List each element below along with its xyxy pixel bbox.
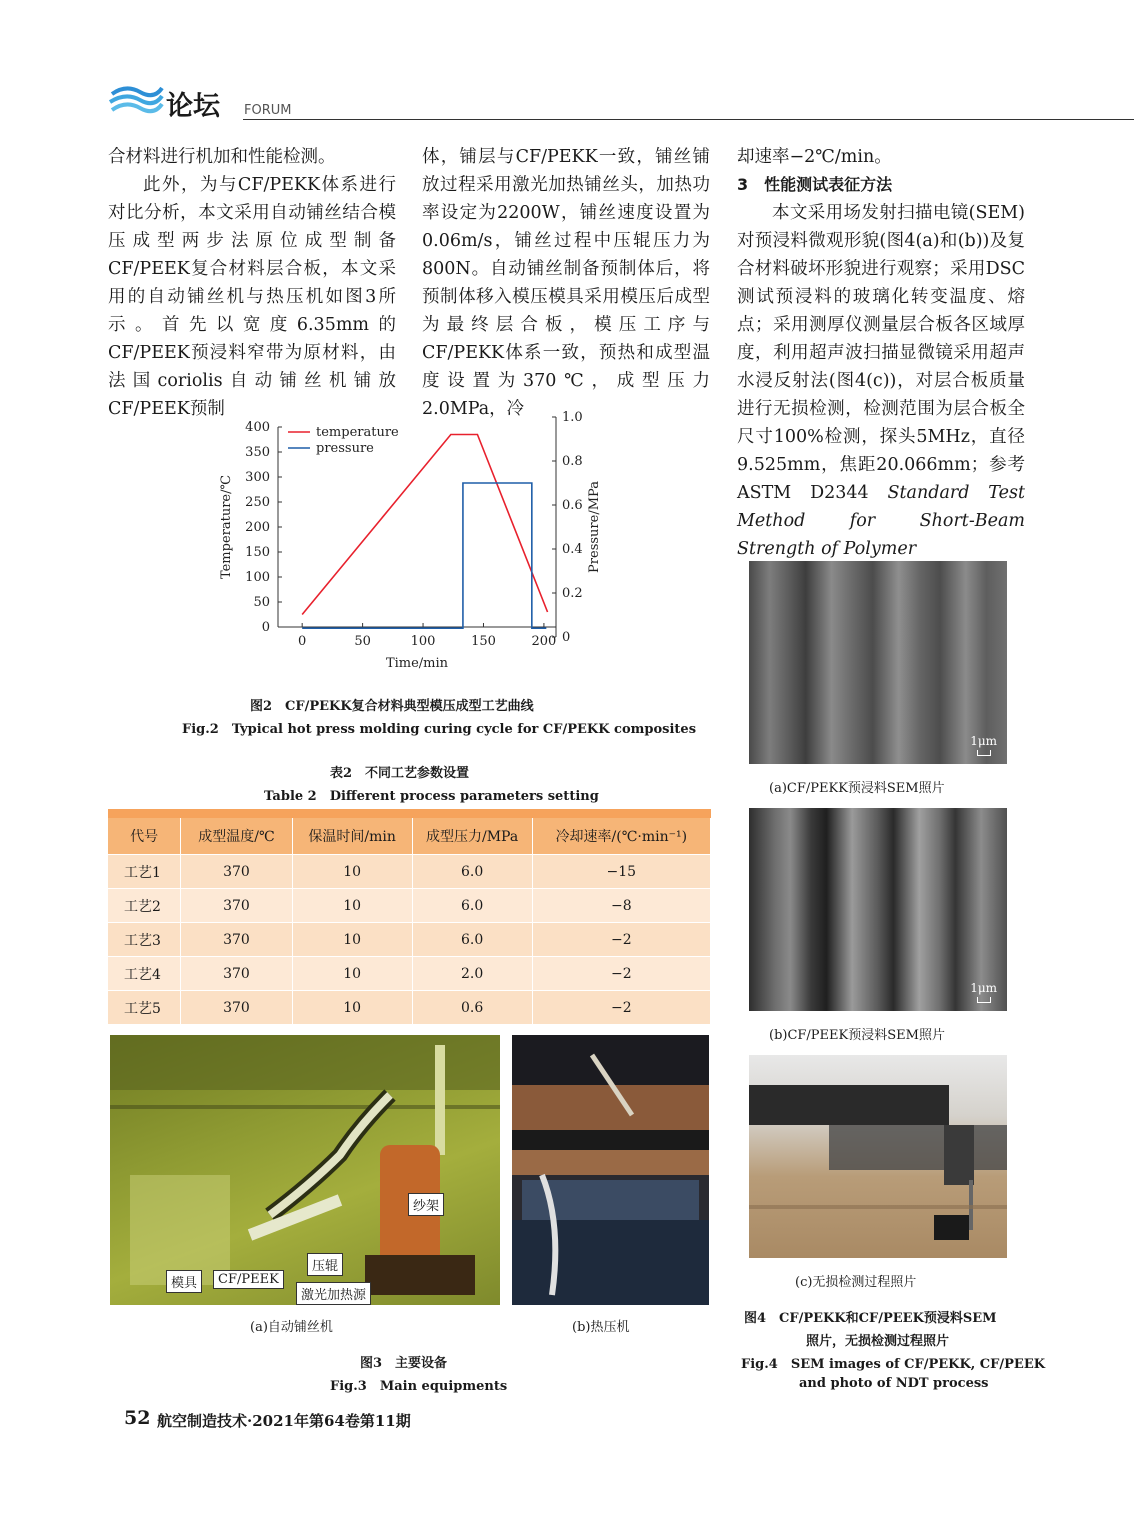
y-axis-label: Temperature/℃	[219, 474, 234, 580]
body-column-3	[737, 143, 1025, 563]
table-row	[108, 957, 711, 991]
wave-logo-icon	[108, 80, 164, 120]
paragraph: 体，铺层与CF/PEKK一致，铺丝铺放过程采用激光加热铺丝头，加热功率设定为2200W，铺丝速度设置为0.06m/s，铺丝过程中压辊压力为800N。自动铺丝制备预制体后，将预制体移入模压模具采用模压后成型为最终层合板，模压工序与CF/PEKK体系一致，预热和成型温度设置为370℃，成型压力2.0MPa，冷	[422, 147, 710, 419]
sem-cf-peek-photo	[749, 808, 1007, 1011]
table-cell: 370	[181, 889, 292, 923]
fig4-caption-cn-1: 图4 CF/PEKK和CF/PEEK预浸料SEM	[744, 1311, 997, 1326]
process-parameters-table	[108, 818, 711, 1024]
table-cell: 2.0	[412, 957, 532, 991]
journal-info: 航空制造技术·2021年第64卷第11期	[157, 1412, 411, 1430]
y-tick-label: 50	[253, 595, 270, 610]
paragraph	[737, 199, 1025, 563]
table2-caption-en: Table 2 Different process parameters setting	[264, 789, 599, 804]
table-row	[108, 991, 711, 1025]
table-header-cell: 保温时间/min	[292, 818, 412, 855]
table-header-cell: 成型压力/MPa	[412, 818, 532, 855]
table-header-cell: 代号	[108, 818, 181, 855]
table-row	[108, 855, 711, 889]
table-row	[108, 923, 711, 957]
table-cell: 工艺2	[108, 889, 181, 923]
legend-label-temperature: temperature	[316, 425, 399, 440]
fig2-caption-en: Fig.2 Typical hot press molding curing cycle for CF/PEKK composites	[182, 722, 697, 737]
table-cell: 0.6	[412, 991, 532, 1025]
y-tick-label: 150	[245, 545, 270, 560]
y-tick-label: 250	[245, 495, 270, 510]
y2-tick-label: 0.2	[562, 586, 583, 601]
sem-cf-pekk-photo	[749, 561, 1007, 764]
legend-label-pressure: pressure	[316, 441, 374, 456]
y2-axis-label: Pressure/MPa	[587, 481, 602, 573]
fig3-caption-en: Fig.3 Main equipments	[330, 1379, 508, 1394]
fig3-sub-b: (b)热压机	[572, 1320, 630, 1335]
table-cell: 工艺3	[108, 923, 181, 957]
header-logo	[108, 80, 164, 120]
y-tick-label: 200	[245, 520, 270, 535]
ndt-scanner-illustration	[749, 1055, 1007, 1258]
table-cell: 370	[181, 923, 292, 957]
table-header-row	[108, 818, 711, 855]
table2-caption-cn: 表2 不同工艺参数设置	[330, 766, 470, 781]
header-rule	[243, 119, 1134, 120]
fiber-placement-machine-photo	[110, 1035, 500, 1305]
paragraph: 合材料进行机加和性能检测。	[108, 147, 336, 167]
x-tick-label: 200	[531, 634, 557, 649]
scale-bar-label: 1μm	[970, 981, 997, 995]
scale-bar	[977, 750, 991, 756]
y-tick-label: 100	[245, 570, 270, 585]
hot-press-illustration	[512, 1035, 709, 1305]
table-cell: 工艺4	[108, 957, 181, 991]
ndt-process-photo	[749, 1055, 1007, 1258]
x-tick-label: 50	[354, 634, 371, 649]
table-cell: 10	[292, 923, 412, 957]
table-cell: 工艺1	[108, 855, 181, 889]
page-number: 52	[124, 1407, 151, 1429]
fig4-sub-b: (b)CF/PEEK预浸料SEM照片	[769, 1028, 945, 1043]
table-cell: 10	[292, 957, 412, 991]
header-section-en: FORUM	[244, 103, 292, 118]
fig4-caption-en-2: and photo of NDT process	[799, 1376, 989, 1391]
table-cell: 10	[292, 855, 412, 889]
table-cell: −15	[532, 855, 710, 889]
table-cell: 6.0	[412, 855, 532, 889]
robot-arm-illustration	[110, 1035, 500, 1305]
series-line-pressure	[302, 483, 546, 628]
body-column-2	[422, 143, 710, 423]
fig3-sub-a: (a)自动铺丝机	[250, 1320, 333, 1335]
label-creel: 纱架	[408, 1193, 444, 1216]
table-cell: 10	[292, 991, 412, 1025]
fig4-sub-c: (c)无损检测过程照片	[795, 1275, 917, 1290]
hot-press-photo	[512, 1035, 709, 1305]
table-cell: 6.0	[412, 889, 532, 923]
y2-tick-label: 0.4	[562, 542, 583, 557]
table-top-rule	[108, 809, 711, 818]
table-cell: 6.0	[412, 923, 532, 957]
table-cell: 370	[181, 991, 292, 1025]
y-tick-label: 300	[245, 470, 270, 485]
fig4-sub-a: (a)CF/PEKK预浸料SEM照片	[769, 781, 945, 796]
table-cell: 370	[181, 957, 292, 991]
y-tick-label: 0	[261, 620, 270, 635]
scale-bar	[977, 997, 991, 1003]
paragraph-text: 本文采用场发射扫描电镜(SEM)对预浸料微观形貌(图4(a)和(b))及复合材料破坏形貌进行观察；采用DSC测试预浸料的玻璃化转变温度、熔点；采用测厚仪测量层合板各区域厚度，利用超声波扫描显微镜采用超声水浸反射法(图4(c))，对层合板质量进行无损检测，检测范围为层合板全尺寸100%检测，探头5MHz，直径9.525mm，焦距20.066mm；参考ASTM D2344	[737, 203, 1025, 503]
y-tick-label: 350	[245, 445, 270, 460]
standard-title: Standard Test Method for Short-Beam Strength of Polymer	[737, 483, 1025, 559]
y-tick-label: 400	[245, 420, 270, 435]
table-cell: 370	[181, 855, 292, 889]
label-cfpeek: CF/PEEK	[213, 1270, 284, 1289]
x-tick-label: 100	[410, 634, 436, 649]
y2-tick-label: 0.6	[562, 498, 583, 513]
table-cell: −8	[532, 889, 710, 923]
paragraph: 却速率−2℃/min。	[737, 147, 892, 167]
y2-tick-label: 0	[562, 630, 571, 645]
header-section-cn: 论坛	[166, 91, 220, 122]
scale-bar-label: 1μm	[970, 734, 997, 748]
fig4-caption-cn-2: 照片，无损检测过程照片	[806, 1334, 950, 1349]
table-cell: −2	[532, 957, 710, 991]
x-tick-label: 0	[298, 634, 307, 649]
series-line-temperature	[302, 435, 547, 615]
table-header-cell: 冷却速率/(℃·min⁻¹)	[532, 818, 710, 855]
table-header-cell: 成型温度/℃	[181, 818, 292, 855]
fig4-caption-en-1: Fig.4 SEM images of CF/PEKK, CF/PEEK	[741, 1357, 1046, 1372]
fig2-caption-cn: 图2 CF/PEKK复合材料典型模压成型工艺曲线	[250, 699, 534, 714]
paragraph: 此外，为与CF/PEKK体系进行对比分析，本文采用自动铺丝结合模压成型两步法原位成型制备CF/PEEK复合材料层合板，本文采用的自动铺丝机与热压机如图3所示。首先以宽度6.35mm的CF/PEEK预浸料窄带为原材料，由法国coriolis自动铺丝机铺放CF/PEEK预制	[108, 175, 396, 419]
fig3-caption-cn: 图3 主要设备	[360, 1356, 448, 1371]
y2-tick-label: 0.8	[562, 454, 583, 469]
table-cell: 工艺5	[108, 991, 181, 1025]
section-heading: 3 性能测试表征方法	[737, 175, 893, 194]
label-roller: 压辊	[307, 1253, 343, 1276]
x-tick-label: 150	[471, 634, 496, 649]
table-cell: 10	[292, 889, 412, 923]
curing-cycle-chart	[200, 405, 620, 685]
x-axis-label: Time/min	[385, 656, 449, 671]
label-laser-heat-source: 激光加热源	[296, 1282, 371, 1305]
table-row	[108, 889, 711, 923]
body-column-1	[108, 143, 396, 423]
label-mold: 模具	[166, 1270, 202, 1293]
table-cell: −2	[532, 923, 710, 957]
table-cell: −2	[532, 991, 710, 1025]
y2-tick-label: 1.0	[562, 410, 583, 425]
